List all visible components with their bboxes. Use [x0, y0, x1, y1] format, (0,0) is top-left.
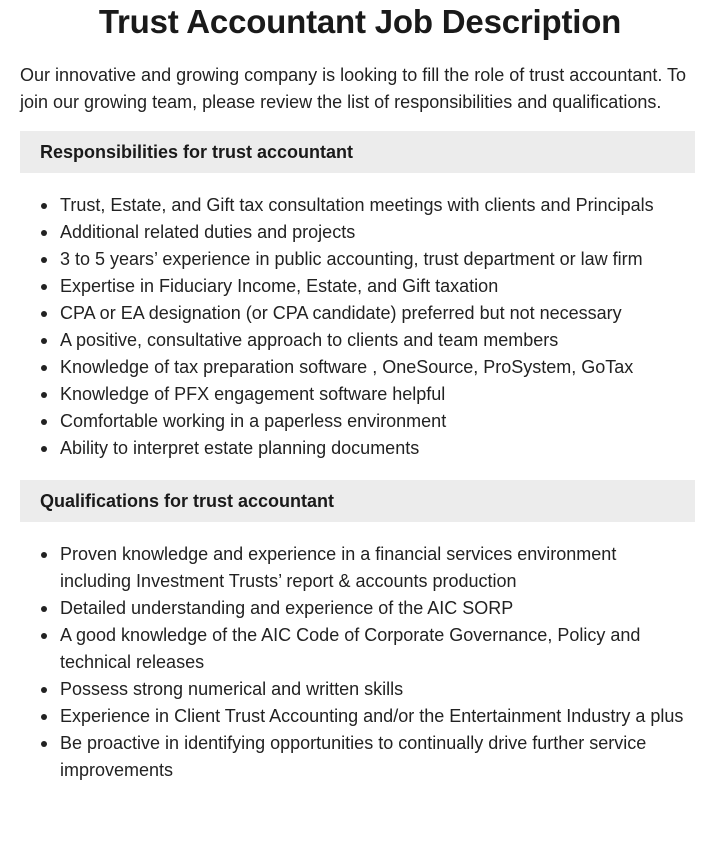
responsibilities-list	[0, 192, 720, 462]
bullet-icon	[41, 606, 47, 612]
intro-paragraph: Our innovative and growing company is looking to fill the role of trust accountant. To join our growing team, please review the list of responsibilities and qualifications.	[20, 65, 687, 112]
list-item	[0, 676, 690, 703]
list-item	[0, 300, 690, 327]
bullet-icon	[41, 365, 47, 371]
list-item	[0, 595, 690, 622]
list-item	[0, 435, 690, 462]
page-title: Trust Accountant Job Description	[98, 3, 622, 40]
list-item-text: Be proactive in identifying opportunities to continually drive further service improvements	[60, 733, 647, 780]
list-item	[0, 408, 690, 435]
list-item-text: Additional related duties and projects	[60, 222, 356, 242]
bullet-icon	[41, 230, 47, 236]
bullet-icon	[41, 687, 47, 693]
responsibilities-heading: Responsibilities for trust accountant	[20, 131, 695, 173]
list-item	[0, 327, 690, 354]
bullet-icon	[41, 741, 47, 747]
bullet-icon	[41, 633, 47, 639]
bullet-icon	[41, 446, 47, 452]
list-item-text: Detailed understanding and experience of the AIC SORP	[60, 598, 514, 618]
list-item	[0, 381, 690, 408]
bullet-icon	[41, 257, 47, 263]
list-item-text: Experience in Client Trust Accounting and/or the Entertainment Industry a plus	[60, 706, 684, 726]
list-item-text: CPA or EA designation (or CPA candidate) preferred but not necessary	[60, 303, 622, 323]
list-item	[0, 246, 690, 273]
list-item	[0, 273, 690, 300]
bullet-icon	[41, 392, 47, 398]
list-item-text: Knowledge of tax preparation software , OneSource, ProSystem, GoTax	[60, 357, 634, 377]
list-item	[0, 622, 690, 676]
bullet-icon	[41, 311, 47, 317]
list-item-text: Knowledge of PFX engagement software helpful	[60, 384, 446, 404]
list-item	[0, 354, 690, 381]
list-item	[0, 541, 690, 595]
list-item	[0, 192, 690, 219]
bullet-icon	[41, 714, 47, 720]
list-item-text: Proven knowledge and experience in a financial services environment including Investment Trusts’ report & accounts production	[60, 544, 617, 591]
qualifications-list	[0, 541, 720, 784]
list-item-text: Expertise in Fiduciary Income, Estate, and Gift taxation	[60, 276, 499, 296]
list-item-text: Ability to interpret estate planning documents	[60, 438, 420, 458]
list-item-text: A positive, consultative approach to clients and team members	[60, 330, 559, 350]
list-item	[0, 703, 690, 730]
bullet-icon	[41, 338, 47, 344]
list-item-text: Trust, Estate, and Gift tax consultation meetings with clients and Principals	[60, 195, 654, 215]
list-item-text: A good knowledge of the AIC Code of Corporate Governance, Policy and technical releases	[60, 625, 641, 672]
bullet-icon	[41, 419, 47, 425]
list-item-text: Possess strong numerical and written skills	[60, 679, 404, 699]
list-item-text: 3 to 5 years’ experience in public accounting, trust department or law firm	[60, 249, 643, 269]
list-item	[0, 730, 690, 784]
list-item-text: Comfortable working in a paperless environment	[60, 411, 447, 431]
bullet-icon	[41, 203, 47, 209]
qualifications-heading: Qualifications for trust accountant	[20, 480, 695, 522]
bullet-icon	[41, 284, 47, 290]
bullet-icon	[41, 552, 47, 558]
list-item	[0, 219, 690, 246]
